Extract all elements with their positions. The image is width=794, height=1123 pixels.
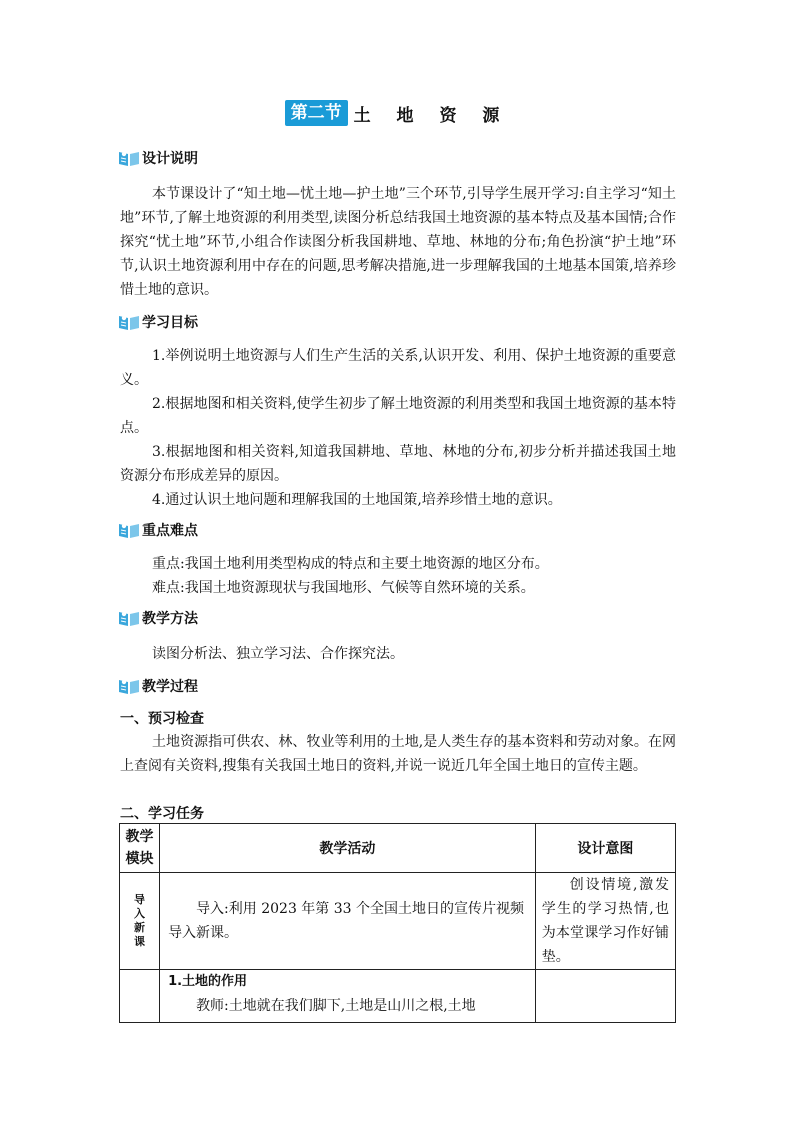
row-module-cell [120, 873, 160, 970]
book-icon [118, 609, 140, 627]
row-activity-text: 教师:土地就在我们脚下,土地是山川之根,土地 [196, 998, 476, 1014]
row-activity-cell [160, 970, 536, 1023]
heading-goals [118, 310, 198, 334]
header-intent: 设计意图 [535, 824, 675, 873]
heading-methods [118, 606, 198, 630]
book-icon [118, 313, 140, 331]
book-icon [118, 149, 140, 167]
difficult-point: 难点:我国土地资源现状与我国地形、气候等自然环境的关系。 [152, 580, 535, 596]
book-icon [118, 677, 140, 695]
lesson-table [119, 823, 676, 1023]
header-module-text: 教学模块 [125, 829, 154, 867]
heading-text: 重点难点 [142, 523, 198, 539]
heading-key-points [118, 518, 198, 542]
title-text: 土 地 资 源 [353, 105, 510, 126]
row-intent-cell [535, 873, 675, 970]
goal-item-3: 3.根据地图和相关资料,知道我国耕地、草地、林地的分布,初步分析并描述我国土地资源分布形成差异的原因。 [120, 444, 676, 484]
section-badge: 第二节 [285, 100, 348, 126]
key-point: 重点:我国土地利用类型构成的特点和主要土地资源的地区分布。 [152, 556, 549, 572]
heading-text: 学习目标 [142, 315, 198, 331]
lesson-title [0, 100, 794, 132]
heading-text: 设计说明 [142, 151, 198, 167]
row-intent-cell [535, 970, 675, 1023]
preview-paragraph: 土地资源指可供农、林、牧业等利用的土地,是人类生存的基本资料和劳动对象。在网上查阅有关资料,搜集有关我国土地日的资料,并说一说近几年全国土地日的宣传主题。 [120, 734, 676, 774]
row-activity-cell [160, 873, 536, 970]
row-intent-text: 创设情境,激发学生的学习热情,也为本堂课学习作好铺垫。 [541, 877, 669, 965]
design-paragraph: 本节课设计了“知土地—忧土地—护土地”三个环节,引导学生展开学习:自主学习“知土地”环节,了解土地资源的利用类型,读图分析总结我国土地资源的基本特点及基本国情;合作探究“忧土地”环节,小组合作读图分析我国耕地、草地、林地的分布;角色扮演“护土地”环节,认识土地资源利用中存在的问题,思考解决措施,进一步理解我国的土地基本国策,培养珍惜土地的意识。 [120, 186, 676, 298]
row-activity-text: 导入:利用 2023 年第 33 个全国土地日的宣传片视频导入新课。 [168, 901, 525, 941]
header-module [120, 824, 160, 873]
header-activity: 教学活动 [160, 824, 536, 873]
row-module-text: 导入新课 [134, 893, 146, 948]
preview-heading: 一、预习检查 [120, 711, 204, 727]
methods-paragraph: 读图分析法、独立学习法、合作探究法。 [152, 646, 404, 662]
heading-process [118, 674, 198, 698]
row-activity-title: 1.土地的作用 [168, 974, 248, 989]
table-header-row [120, 824, 676, 873]
task-heading: 二、学习任务 [120, 806, 204, 822]
row-module-cell [120, 970, 160, 1023]
heading-text: 教学过程 [142, 679, 198, 695]
heading-design [118, 146, 198, 170]
goal-item-1: 1.举例说明土地资源与人们生产生活的关系,认识开发、利用、保护土地资源的重要意义。 [120, 348, 676, 388]
heading-text: 教学方法 [142, 611, 198, 627]
book-icon [118, 521, 140, 539]
goal-item-4: 4.通过认识土地问题和理解我国的土地国策,培养珍惜土地的意识。 [152, 492, 562, 508]
goal-item-2: 2.根据地图和相关资料,使学生初步了解土地资源的利用类型和我国土地资源的基本特点。 [120, 396, 676, 436]
table-row [120, 873, 676, 970]
table-row [120, 970, 676, 1023]
